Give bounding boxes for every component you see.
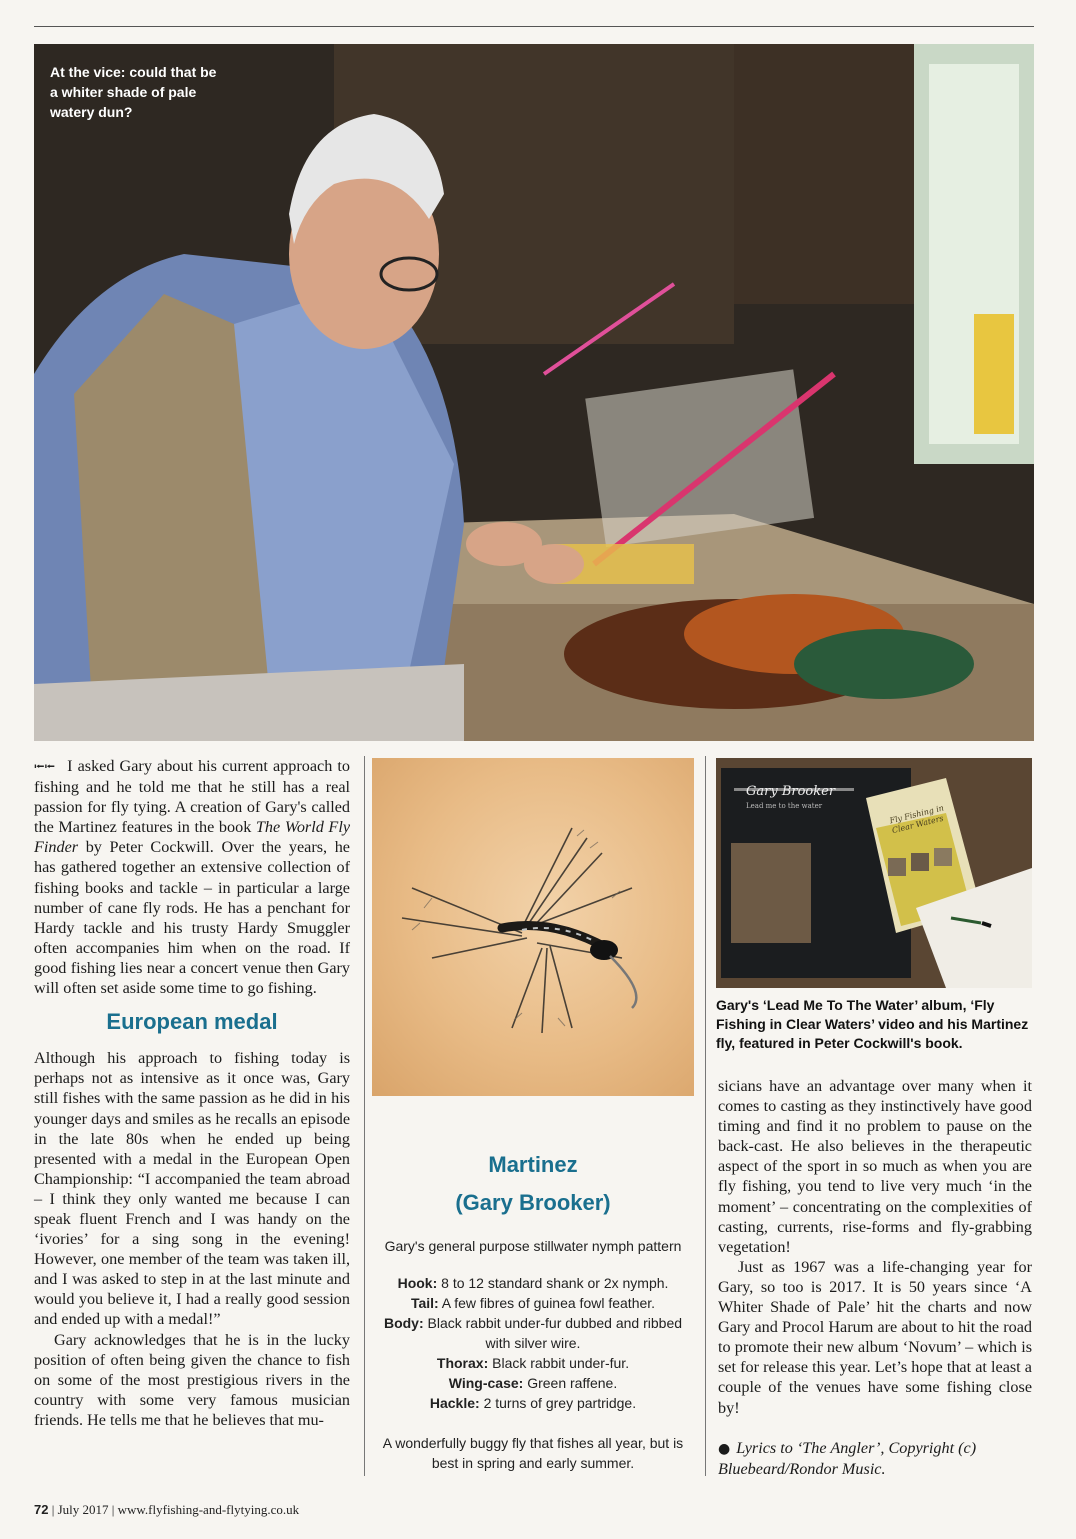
hero-caption: At the vice: could that be a whiter shade of pale watery dun? (50, 64, 217, 120)
lyrics-credit-text: Lyrics to ‘The Angler’, Copyright (c) Bluebeard/Rondor Music. (718, 1438, 977, 1478)
thorax-value: Black rabbit under-fur. (488, 1355, 630, 1371)
recipe-hackle (372, 1393, 694, 1413)
hackle-label: Hackle: (429, 1395, 480, 1411)
martinez-fly-photo (372, 758, 694, 1096)
left-column (34, 756, 350, 1430)
wingcase-label: Wing-case: (448, 1375, 524, 1391)
album-cover-title: Gary Brooker (746, 784, 836, 799)
wingcase-value: Green raffene. (523, 1375, 618, 1391)
hackle-value: 2 turns of grey partridge. (479, 1395, 637, 1411)
column-divider-1 (364, 756, 365, 1476)
recipe-thorax (372, 1353, 694, 1373)
column-divider-2 (705, 756, 706, 1476)
hook-label: Hook: (397, 1275, 438, 1291)
page-number: 72 (34, 1502, 49, 1517)
recipe-title: Martinez (488, 1152, 578, 1177)
recipe-outro: A wonderfully buggy fly that fishes all year, but is best in spring and early summer. (382, 1435, 684, 1471)
footer-separator-2: | (108, 1502, 118, 1517)
recipe-hook (372, 1273, 694, 1293)
recipe-tail (372, 1293, 694, 1313)
tail-value: A few fibres of guinea fowl feather. (438, 1295, 656, 1311)
left-paragraph-1-text: I asked Gary about his current approach to fishing and he told me that he still has a real passion for fly tying. A creation of Gary's called the Martinez features in the book (34, 757, 350, 837)
section-heading: European medal (106, 1009, 278, 1035)
body-value: Black rabbit under-fur dubbed and ribbed with silver wire. (423, 1315, 683, 1351)
right-column (718, 1076, 1032, 1479)
hero-illustration (34, 44, 1034, 741)
top-rule (34, 26, 1034, 27)
tail-label: Tail: (410, 1295, 439, 1311)
bullet-icon: ● (718, 1440, 731, 1457)
recipe-box (372, 1146, 694, 1473)
left-paragraph-1 (34, 756, 350, 998)
thorax-label: Thorax: (436, 1355, 489, 1371)
body-label: Body: (383, 1315, 424, 1331)
continued-arrow-icon: ⭰⭰ (34, 759, 56, 775)
hook-value: 8 to 12 standard shank or 2x nymph. (437, 1275, 669, 1291)
vhs-cover-title: Fly Fishing in Clear Waters (888, 803, 945, 836)
page-footer (34, 1502, 299, 1518)
hero-photo (34, 44, 1034, 741)
website-url: www.flyfishing-and-flytying.co.uk (117, 1502, 300, 1517)
album-photo (716, 758, 1032, 988)
left-paragraph-2: Although his approach to fishing today is perhaps not as intensive as it once was, Gary still fishes with the same passion as he did in his younger days and smiles as he recalls an episode in the late 80s when he ended up being presented with a medal in the European Open Championship: “I accompanied the team abroad – I think they only wanted me because I can speak fluent French and I was handy on the ‘ivories’ for a sing song in the evening! However, one member of the team was taken ill, and I was asked to step in at the last minute and would you believe it, I had a really good session and ended up with a medal!” (34, 1049, 350, 1329)
book-title: The World Fly Finder (34, 818, 351, 857)
right-paragraph-1: sicians have an advantage over many when it comes to casting as they instinctively have good timing and find it no problem to pause on the back-cast. He also believes in the therapeutic aspect of the sport in so much as when you are fly fishing, you tend to live very much ‘in the moment’ – concentrating on the complexities of casting, currents, rise-forms and fly-grabbing vegetation! (718, 1077, 1032, 1256)
issue-date: July 2017 (57, 1502, 109, 1517)
fly-illustration (372, 758, 694, 1096)
album-caption: Gary's ‘Lead Me To The Water’ album, ‘Fly Fishing in Clear Waters’ video and his Martinez fly, featured in Peter Cockwill's book. (716, 997, 1029, 1051)
footer-separator-1: | (48, 1502, 58, 1517)
left-paragraph-1-rest: by Peter Cockwill. Over the years, he has gathered together an extensive collection of fishing books and tackle – in particular a large number of cane fly rods. He has a penchant for Hardy tackle and his trusty Hardy Smuggler often accompanies him when on the road. If good fishing lies near a concert venue then Gary will often set aside some time to go fishing. (34, 838, 350, 998)
recipe-body (372, 1313, 694, 1353)
recipe-intro: Gary's general purpose stillwater nymph pattern (384, 1238, 682, 1254)
album-cover-subtitle: Lead me to the water (746, 802, 823, 810)
left-paragraph-3: Gary acknowledges that he is in the lucky position of often being given the chance to fish on some of the most prestigious rivers in the country with some very famous musician friends. He tells me that he believes that mu- (34, 1330, 350, 1429)
recipe-wingcase (372, 1373, 694, 1393)
lyrics-credit (718, 1438, 1032, 1479)
recipe-subtitle: (Gary Brooker) (455, 1190, 611, 1215)
right-paragraph-2: Just as 1967 was a life-changing year for Gary, so too is 2017. It is 50 years since ‘A Whiter Shade of Pale’ hit the charts and now Gary and Procol Harum are about to hit the road to promote their new album ‘Novum’ – which is set for release this year. Let’s hope that at least a couple of the venues have some fishing close by! (718, 1257, 1032, 1417)
